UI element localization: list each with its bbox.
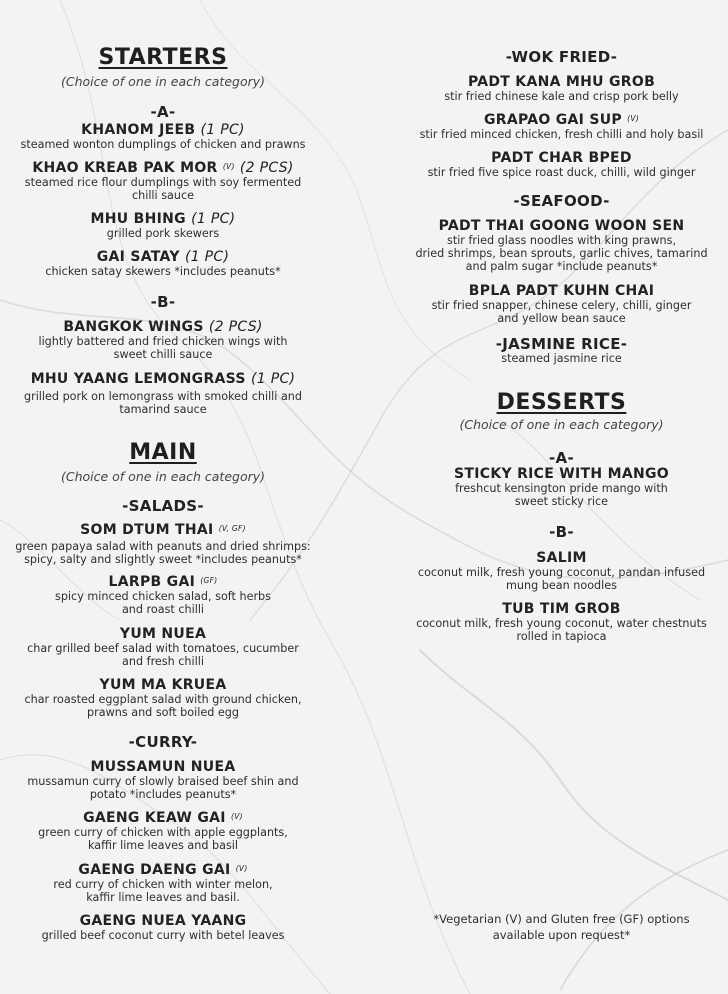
item-name: MHU YAANG LEMONGRASS	[30, 371, 246, 387]
menu-item-khanom-jeeb	[0, 122, 326, 151]
menu-item-mhu-yaang-lemongrass	[0, 371, 326, 416]
menu-item-gaeng-nuea-yaang	[0, 913, 326, 942]
desserts-category-a: -A-	[549, 449, 574, 467]
main-category-wok-fried: -WOK FRIED-	[505, 48, 618, 66]
item-name: KHAO KREAB PAK MOR	[32, 160, 218, 176]
item-tag: (GF)	[200, 576, 218, 585]
item-tag: (V)	[627, 114, 640, 123]
item-description: stir fried chinese kale and crisp pork belly	[444, 90, 679, 103]
item-tag: (V)	[230, 812, 243, 821]
item-name: MUSSAMUN NUEA	[90, 759, 236, 775]
item-name: PADT KANA MHU GROB	[467, 74, 656, 90]
main-subtitle: (Choice of one in each category)	[60, 469, 266, 484]
menu-item-khao-kreab-pak-mor	[0, 160, 326, 202]
menu-item-sticky-rice-with-mango	[395, 466, 728, 508]
item-name: PADT CHAR BPED	[491, 150, 632, 166]
item-description: stir fried five spice roast duck, chilli, wild ginger	[427, 166, 696, 179]
item-description: steamed rice flour dumplings with soy fermented chilli sauce	[24, 176, 302, 202]
item-name: TUB TIM GROB	[502, 601, 621, 617]
item-tag: (V)	[222, 162, 235, 171]
starters-title: STARTERS	[98, 45, 228, 70]
main-category-jasmine-rice: -JASMINE RICE-	[495, 335, 628, 353]
item-name: GAENG DAENG GAI	[78, 862, 231, 878]
item-name: GAI SATAY	[96, 249, 180, 265]
menu-item-larpb-gai	[0, 574, 326, 616]
item-name: SALIM	[536, 550, 587, 566]
item-portion: (1 PC)	[200, 122, 245, 138]
desserts-category-b: -B-	[549, 523, 574, 541]
menu-item-tub-tim-grob	[395, 601, 728, 643]
item-name: SOM DTUM THAI	[80, 522, 214, 538]
item-description: char grilled beef salad with tomatoes, cucumber and fresh chilli	[27, 642, 299, 668]
item-description: green curry of chicken with apple eggplants, kaffir lime leaves and basil	[38, 826, 288, 852]
item-name: LARPB GAI	[108, 574, 196, 590]
menu-item-padt-thai-goong-woon-sen	[395, 218, 728, 273]
item-name: BPLA PADT KUHN CHAI	[468, 283, 655, 299]
starters-category-a: -A-	[150, 103, 176, 121]
item-description: coconut milk, fresh young coconut, water chestnuts rolled in tapioca	[416, 617, 707, 643]
item-description: freshcut kensington pride mango with sweet sticky rice	[455, 482, 668, 508]
item-name: YUM MA KRUEA	[99, 677, 227, 693]
item-tag: (V)	[235, 864, 248, 873]
item-description: grilled pork skewers	[106, 227, 220, 240]
main-category-seafood: -SEAFOOD-	[513, 192, 610, 210]
item-description: stir fried glass noodles with king prawns, dried shrimps, bean sprouts, garlic chives, tamarind and palm sugar *include peanuts*	[415, 234, 708, 273]
item-name: PADT THAI GOONG WOON SEN	[438, 218, 685, 234]
desserts-title: DESSERTS	[496, 390, 627, 415]
item-portion: (1 PC)	[251, 371, 296, 387]
item-name: GAENG NUEA YAANG	[79, 913, 247, 929]
item-name: MHU BHING	[90, 211, 186, 227]
starters-category-b: -B-	[150, 293, 176, 311]
menu-item-mhu-bhing	[0, 211, 326, 240]
starters-subtitle: (Choice of one in each category)	[60, 74, 266, 89]
item-portion: (2 PCS)	[239, 160, 294, 176]
item-description: char roasted eggplant salad with ground chicken, prawns and soft boiled egg	[24, 693, 302, 719]
menu-item-som-dtum-thai	[0, 522, 326, 566]
item-description: chicken satay skewers *includes peanuts*	[45, 265, 281, 278]
item-description: stir fried snapper, chinese celery, chilli, ginger and yellow bean sauce	[431, 299, 692, 325]
menu-item-bpla-padt-kuhn-chai	[395, 283, 728, 325]
menu-item-yum-nuea	[0, 626, 326, 668]
menu-item-gaeng-keaw-gai	[0, 810, 326, 852]
jasmine-rice-description: steamed jasmine rice	[501, 352, 622, 365]
item-portion: (2 PCS)	[208, 319, 263, 335]
item-description: stir fried minced chicken, fresh chilli and holy basil	[419, 128, 704, 141]
main-title: MAIN	[129, 440, 197, 465]
item-tag: (V, GF)	[218, 524, 246, 533]
desserts-subtitle: (Choice of one in each category)	[459, 417, 664, 432]
menu-item-gai-satay	[0, 249, 326, 278]
item-name: YUM NUEA	[119, 626, 207, 642]
menu-item-gaeng-daeng-gai	[0, 862, 326, 904]
item-description: coconut milk, fresh young coconut, pandan infused mung bean noodles	[417, 566, 706, 592]
dietary-footnote: *Vegetarian (V) and Gluten free (GF) options available upon request*	[433, 912, 690, 942]
item-description: spicy minced chicken salad, soft herbs and roast chilli	[55, 590, 271, 616]
menu-item-salim	[395, 550, 728, 592]
item-description: lightly battered and fried chicken wings with sweet chilli sauce	[38, 335, 288, 361]
item-description: green papaya salad with peanuts and dried shrimps: spicy, salty and slightly sweet *includes peanuts*	[15, 540, 311, 566]
item-description: grilled pork on lemongrass with smoked chilli and tamarind sauce	[24, 390, 302, 416]
item-name: GAENG KEAW GAI	[83, 810, 226, 826]
menu-item-mussamun-nuea	[0, 759, 326, 801]
menu-item-grapao-gai-sup	[395, 112, 728, 141]
item-description: grilled beef coconut curry with betel leaves	[41, 929, 285, 942]
item-description: red curry of chicken with winter melon, kaffir lime leaves and basil.	[53, 878, 273, 904]
item-name: KHANOM JEEB	[81, 122, 196, 138]
menu-item-padt-char-bped	[395, 150, 728, 179]
main-category-salads: -SALADS-	[122, 497, 204, 515]
menu-item-padt-kana-mhu-grob	[395, 74, 728, 103]
main-category-curry: -CURRY-	[128, 733, 198, 751]
item-name: STICKY RICE WITH MANGO	[454, 466, 669, 482]
item-portion: (1 PC)	[191, 211, 236, 227]
item-name: GRAPAO GAI SUP	[483, 112, 622, 128]
item-description: mussamun curry of slowly braised beef shin and potato *includes peanuts*	[27, 775, 299, 801]
item-description: steamed wonton dumplings of chicken and prawns	[20, 138, 306, 151]
item-name: BANGKOK WINGS	[63, 319, 204, 335]
menu-item-yum-ma-kruea	[0, 677, 326, 719]
menu-item-bangkok-wings	[0, 319, 326, 361]
item-portion: (1 PC)	[184, 249, 230, 265]
